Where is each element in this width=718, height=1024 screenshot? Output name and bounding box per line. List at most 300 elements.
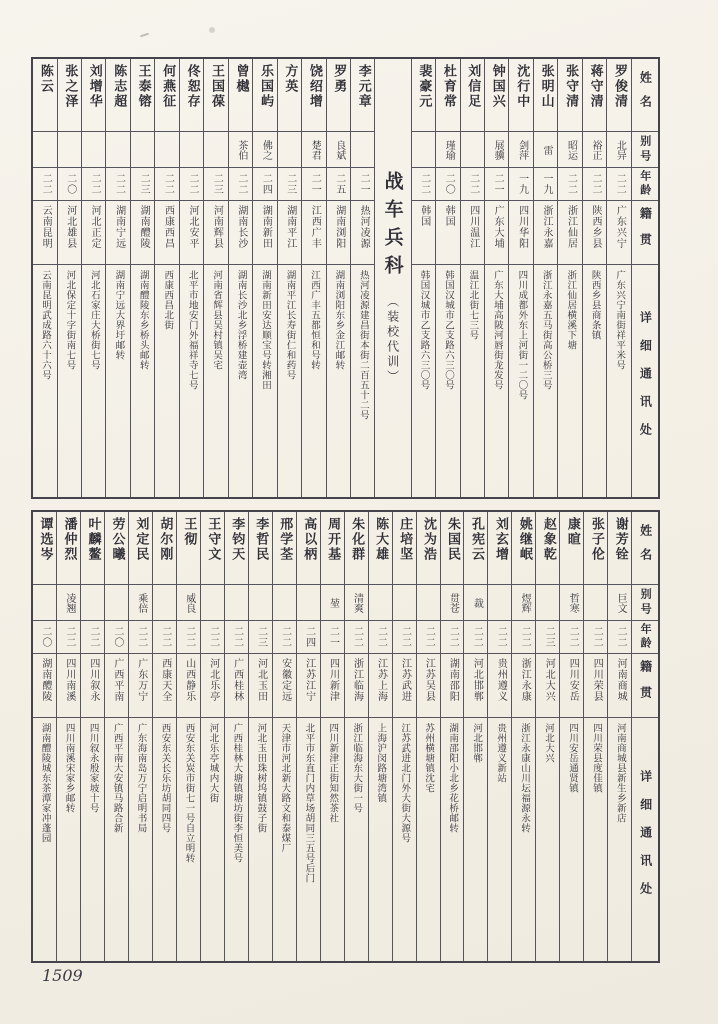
name-text: 张子伦	[588, 517, 604, 562]
alias-text: 茶伯	[235, 139, 247, 160]
address-text: 湖南醴陵东乡桥头邮转	[137, 270, 149, 370]
cell-address	[129, 717, 152, 961]
cell-address	[393, 717, 416, 961]
alias-text: 裕正	[589, 139, 601, 160]
address-text: 浙江永嘉五马街高公桥三号	[540, 270, 552, 390]
cell-address	[153, 717, 176, 961]
address-text: 广东大埔高陂河唇街龙发号	[491, 270, 503, 390]
address-text: 河北保定十字街南七号	[64, 270, 76, 370]
cell-column-header-alias	[632, 584, 658, 620]
address-text: 北平市地安门外福祥寺七号	[186, 270, 198, 390]
native-text: 西康天全	[159, 658, 171, 702]
cell-age	[106, 167, 129, 200]
cell-address	[327, 264, 350, 497]
entry-column	[224, 512, 248, 961]
entry-column	[557, 59, 581, 497]
alias-text: 佛之	[260, 139, 272, 160]
cell-column-header-alias	[632, 131, 658, 167]
cell-name	[177, 512, 200, 584]
entry-column	[80, 512, 104, 961]
age-text: 二二	[567, 626, 579, 648]
cell-age	[204, 167, 227, 200]
cell-native	[33, 653, 56, 717]
name-text: 劳公曦	[109, 517, 125, 562]
cell-name	[297, 512, 320, 584]
alias-text: 煜辉	[519, 592, 531, 613]
native-text: 河北正定	[89, 205, 101, 249]
age-text: 二三	[284, 173, 296, 195]
entry-column	[277, 59, 301, 497]
cell-name	[302, 59, 325, 131]
native-text: 韩国	[418, 205, 430, 227]
cell-address	[155, 264, 178, 497]
address-text: 四川安岳通贤镇	[566, 723, 578, 793]
column-header-addr-text: 详细通讯处	[638, 769, 653, 910]
address-text: 四川叙永殷家坡十号	[87, 723, 99, 813]
age-text: 二二	[519, 626, 531, 648]
native-text: 四川新津	[327, 658, 339, 702]
name-text: 庄培坚	[397, 517, 413, 562]
cell-name	[33, 59, 56, 131]
address-text: 河北玉田珠树坞镇鼓子街	[255, 723, 267, 833]
native-text: 江苏吴县	[423, 658, 435, 702]
cell-alias	[369, 584, 392, 620]
alias-text: 清爽	[351, 592, 363, 613]
cell-name	[81, 512, 104, 584]
cell-name	[436, 59, 459, 131]
age-text: 二二	[495, 626, 507, 648]
entry-column	[435, 59, 459, 497]
cell-age	[297, 620, 320, 653]
native-text: 湖南浏阳	[333, 205, 345, 249]
cell-native	[129, 653, 152, 717]
cell-native	[105, 653, 128, 717]
cell-alias	[105, 584, 128, 620]
age-text: 二〇	[443, 173, 455, 195]
cell-alias	[177, 584, 200, 620]
column-header-age-text: 年龄	[639, 623, 653, 651]
cell-age	[584, 620, 607, 653]
cell-name	[155, 59, 178, 131]
name-text: 潘仲烈	[61, 517, 77, 562]
name-text: 王国葆	[209, 64, 225, 109]
native-text: 江苏江宁	[303, 658, 315, 702]
column-header-addr-text: 详细通讯处	[638, 311, 653, 451]
address-text: 河北邯郸	[471, 723, 483, 763]
cell-name	[351, 59, 374, 131]
age-text: 二二	[615, 626, 627, 648]
cell-native	[436, 200, 459, 264]
entry-column	[484, 59, 508, 497]
native-text: 湖南平江	[284, 205, 296, 249]
entry-column	[57, 59, 81, 497]
address-text: 湖南邵阳小北乡花桥邮转	[447, 723, 459, 833]
cell-name	[180, 59, 203, 131]
cell-name	[345, 512, 368, 584]
name-text: 谢芳铨	[612, 517, 628, 562]
address-text: 韩国汉城市乙支路六三〇号	[418, 270, 430, 390]
alias-text: 巨文	[615, 592, 627, 613]
cell-native	[488, 653, 511, 717]
cell-address	[180, 264, 203, 497]
name-text: 陈志超	[111, 64, 127, 109]
entry-column	[463, 512, 487, 961]
cell-name	[464, 512, 487, 584]
native-text: 热河凌源	[358, 205, 370, 249]
name-text: 沈为浩	[421, 517, 437, 562]
age-text: 二〇	[111, 626, 123, 648]
native-text: 西康西昌	[162, 205, 174, 249]
native-text: 江苏上海	[375, 658, 387, 702]
cell-alias	[534, 131, 557, 167]
age-text: 二二	[565, 173, 577, 195]
cell-age	[558, 167, 581, 200]
entry-column	[33, 59, 56, 497]
cell-alias	[351, 131, 374, 167]
cell-address	[106, 264, 129, 497]
cell-address	[131, 264, 154, 497]
native-text: 湖南醴陵	[138, 205, 150, 249]
name-text: 佟恕存	[184, 64, 200, 109]
cell-address	[369, 717, 392, 961]
cell-native	[106, 200, 129, 264]
age-text: 二二	[471, 626, 483, 648]
address-text: 浙江仙居横溪下塘	[565, 270, 577, 350]
age-text: 二三	[211, 173, 223, 195]
cell-name	[534, 59, 557, 131]
cell-alias	[558, 131, 581, 167]
cell-native	[180, 200, 203, 264]
cell-age	[536, 620, 559, 653]
cell-alias	[155, 131, 178, 167]
cell-address	[464, 717, 487, 961]
native-text: 韩国	[443, 205, 455, 227]
cell-address	[488, 717, 511, 961]
native-text: 湖南宁远	[113, 205, 125, 249]
cell-age	[278, 167, 301, 200]
cell-native	[417, 653, 440, 717]
native-text: 四川荣县	[591, 658, 603, 702]
cell-native	[607, 200, 630, 264]
age-text: 二一	[309, 173, 321, 195]
cell-alias	[201, 584, 224, 620]
cell-address	[201, 717, 224, 961]
name-text: 乐国屿	[257, 64, 273, 109]
address-text: 西安东关炭市街七一号自立明转	[183, 723, 195, 863]
address-text: 河南省辉县吴村镇吴宅	[211, 270, 223, 370]
native-text: 浙江仙居	[565, 205, 577, 249]
cell-age	[441, 620, 464, 653]
cell-address	[417, 717, 440, 961]
entry-column	[56, 512, 80, 961]
address-text: 江苏武进北门外大街大源号	[399, 723, 411, 843]
name-text: 刘增华	[86, 64, 102, 109]
address-text: 广西平南大安镇马路合新	[111, 723, 123, 833]
cell-native	[485, 200, 508, 264]
age-text: 二二	[89, 173, 101, 195]
entry-column	[154, 59, 178, 497]
cell-alias	[225, 584, 248, 620]
entry-column	[81, 59, 105, 497]
age-text: 二二	[614, 173, 626, 195]
alias-text: 北异	[614, 139, 626, 160]
name-text: 刘定民	[133, 517, 149, 562]
cell-alias	[583, 131, 606, 167]
cell-alias	[608, 584, 631, 620]
cell-address	[436, 264, 459, 497]
name-text: 陈大雄	[373, 517, 389, 562]
cell-age	[321, 620, 344, 653]
address-text: 河北大兴	[543, 723, 554, 763]
cell-native	[273, 653, 296, 717]
cell-name	[417, 512, 440, 584]
address-text: 河南商城县新生乡新店	[614, 723, 626, 823]
header-column	[631, 59, 658, 497]
native-text: 浙江永嘉	[541, 205, 553, 249]
cell-age	[583, 167, 606, 200]
age-text: 二〇	[39, 626, 51, 648]
cell-address	[204, 264, 227, 497]
native-text: 江西广丰	[309, 205, 321, 249]
cell-address	[345, 717, 368, 961]
age-text: 二二	[591, 626, 603, 648]
cell-address	[509, 264, 532, 497]
age-text: 二三	[138, 173, 150, 195]
age-text: 二一	[327, 626, 339, 648]
column-header-native-text: 籍贯	[638, 206, 653, 259]
address-text: 河北石家庄大桥街七号	[88, 270, 100, 370]
entry-column	[368, 512, 392, 961]
cell-address	[225, 717, 248, 961]
native-text: 湖南邵阳	[447, 658, 459, 702]
column-header-name-text: 姓名	[638, 524, 653, 572]
entry-column	[176, 512, 200, 961]
cell-age	[177, 620, 200, 653]
native-text: 广西桂林	[231, 658, 243, 702]
cell-name	[536, 512, 559, 584]
cell-age	[393, 620, 416, 653]
column-header-age-text: 年龄	[638, 170, 652, 198]
name-text: 孔宪云	[468, 517, 484, 562]
name-text: 罗俊清	[612, 64, 628, 109]
cell-age	[249, 620, 272, 653]
address-text: 河北乐亭城内大街	[207, 723, 219, 803]
cell-alias	[249, 584, 272, 620]
cell-alias	[436, 131, 459, 167]
age-text: 二二	[40, 173, 52, 195]
cell-alias	[441, 584, 464, 620]
cell-alias	[509, 131, 532, 167]
age-text: 二二	[235, 173, 247, 195]
cell-name	[321, 512, 344, 584]
cell-name	[412, 59, 435, 131]
cell-native	[155, 200, 178, 264]
name-text: 蒋守清	[587, 64, 603, 109]
alias-text: 乘倍	[135, 592, 147, 613]
address-text: 苏州横塘镇沈宅	[423, 723, 435, 793]
cell-native	[204, 200, 227, 264]
cell-native	[534, 200, 557, 264]
native-text: 四川华阳	[516, 205, 528, 249]
address-text: 湖南长沙北乡浮桥建壶湾	[235, 270, 247, 380]
cell-name	[249, 512, 272, 584]
cell-native	[225, 653, 248, 717]
cell-name	[512, 512, 535, 584]
cell-native	[583, 200, 606, 264]
cell-address	[33, 717, 56, 961]
age-text: 二一	[358, 173, 370, 195]
age-text: 二二	[447, 626, 459, 648]
entry-column	[411, 59, 435, 497]
cell-name	[225, 512, 248, 584]
cell-column-header-addr	[632, 717, 658, 961]
cell-native	[369, 653, 392, 717]
cell-alias	[273, 584, 296, 620]
cell-address	[82, 264, 105, 497]
address-text: 北平市东直门内草场胡同三五号后门	[303, 723, 315, 883]
entry-column	[272, 512, 296, 961]
native-text: 贵州遵义	[495, 658, 507, 702]
cell-name	[273, 512, 296, 584]
entry-column	[460, 59, 484, 497]
age-text: 一九	[516, 173, 528, 195]
name-text: 陈云	[37, 64, 53, 94]
cell-age	[253, 167, 276, 200]
address-text: 西安东关长乐坊胡同四号	[159, 723, 171, 833]
cell-age	[58, 167, 81, 200]
alias-text: 昭运	[565, 139, 577, 160]
cell-address	[534, 264, 557, 497]
alias-text: 良斌	[333, 139, 345, 160]
ink-smudge	[140, 33, 149, 38]
address-text: 天津市河北新大路文和泰煤厂	[279, 723, 291, 853]
address-text: 浙江永康山川坛福源永转	[519, 723, 531, 833]
address-text: 湖南醴陵城东茶潭家冲蓬园	[39, 723, 51, 843]
cell-native	[412, 200, 435, 264]
cell-age	[509, 167, 532, 200]
cell-name	[201, 512, 224, 584]
cell-native	[345, 653, 368, 717]
address-text: 湖南浏阳东乡金江邮转	[333, 270, 345, 370]
address-text: 湖南宁远大界圩邮转	[113, 270, 125, 360]
native-text: 广西平南	[111, 658, 123, 702]
cell-name	[82, 59, 105, 131]
native-text: 河北安平	[186, 205, 198, 249]
address-text: 四川南溪宋家乡邮转	[63, 723, 75, 813]
native-text: 浙江临海	[351, 658, 363, 702]
entry-column	[128, 512, 152, 961]
alias-text: 楚君	[309, 139, 321, 160]
name-text: 杜育常	[440, 64, 456, 109]
address-text: 上海沪闵路塘湾镇	[375, 723, 387, 803]
cell-alias	[412, 131, 435, 167]
cell-native	[131, 200, 154, 264]
cell-column-header-native	[632, 653, 658, 717]
entry-column	[252, 59, 276, 497]
age-text: 二二	[113, 173, 125, 195]
entry-column	[416, 512, 440, 961]
cell-column-header-name	[632, 512, 658, 584]
cell-native	[321, 653, 344, 717]
native-text: 湖南长沙	[235, 205, 247, 249]
cell-alias	[106, 131, 129, 167]
cell-age	[105, 620, 128, 653]
name-text: 李元章	[355, 64, 371, 109]
cell-native	[201, 653, 224, 717]
cell-alias	[512, 584, 535, 620]
cell-address	[351, 264, 374, 497]
entry-column	[203, 59, 227, 497]
cell-name	[488, 512, 511, 584]
cell-address	[278, 264, 301, 497]
native-text: 广东兴宁	[614, 205, 626, 249]
cell-native	[327, 200, 350, 264]
native-text: 广东万宁	[135, 658, 147, 702]
cell-age	[225, 620, 248, 653]
cell-address	[584, 717, 607, 961]
cell-address	[441, 717, 464, 961]
cell-name	[57, 512, 80, 584]
cell-name	[278, 59, 301, 131]
age-text: 二三	[255, 626, 267, 648]
address-text: 广东兴宁南街祥平米号	[614, 270, 626, 370]
cell-column-header-age	[632, 167, 658, 200]
cell-native	[229, 200, 252, 264]
alias-text: 瑾瑜	[443, 139, 455, 160]
native-text: 四川安岳	[567, 658, 579, 702]
alias-text: 剑萍	[516, 139, 528, 160]
cell-alias	[321, 584, 344, 620]
name-text: 曾樾	[233, 64, 249, 94]
cell-age	[351, 167, 374, 200]
age-text: 二二	[231, 626, 243, 648]
cell-age	[436, 167, 459, 200]
cell-name	[204, 59, 227, 131]
cell-address	[177, 717, 200, 961]
native-text: 河南辉县	[211, 205, 223, 249]
entry-column	[533, 59, 557, 497]
cell-age	[488, 620, 511, 653]
entry-column	[105, 59, 129, 497]
cell-native	[393, 653, 416, 717]
name-text: 裴豪元	[416, 64, 432, 109]
age-text: 二二	[375, 626, 387, 648]
cell-name	[583, 59, 606, 131]
cell-age	[155, 167, 178, 200]
cell-name	[33, 512, 56, 584]
age-text: 二二	[399, 626, 411, 648]
alias-text: 威良	[183, 592, 195, 613]
cell-name	[485, 59, 508, 131]
cell-alias	[278, 131, 301, 167]
entry-column	[152, 512, 176, 961]
cell-alias	[58, 131, 81, 167]
cell-name	[560, 512, 583, 584]
page-number: 1509	[42, 966, 83, 985]
column-header-alias-text: 别号	[639, 587, 653, 618]
alias-text: 雷	[541, 144, 553, 155]
cell-alias	[33, 131, 56, 167]
name-text: 朱化群	[349, 517, 365, 562]
entry-column	[326, 59, 350, 497]
native-text: 河北乐亭	[207, 658, 219, 702]
cell-address	[558, 264, 581, 497]
section-title-main: 战车兵科	[381, 171, 404, 283]
cell-address	[412, 264, 435, 497]
cell-alias	[180, 131, 203, 167]
native-text: 四川温江	[467, 205, 479, 249]
name-text: 朱国民	[445, 517, 461, 562]
